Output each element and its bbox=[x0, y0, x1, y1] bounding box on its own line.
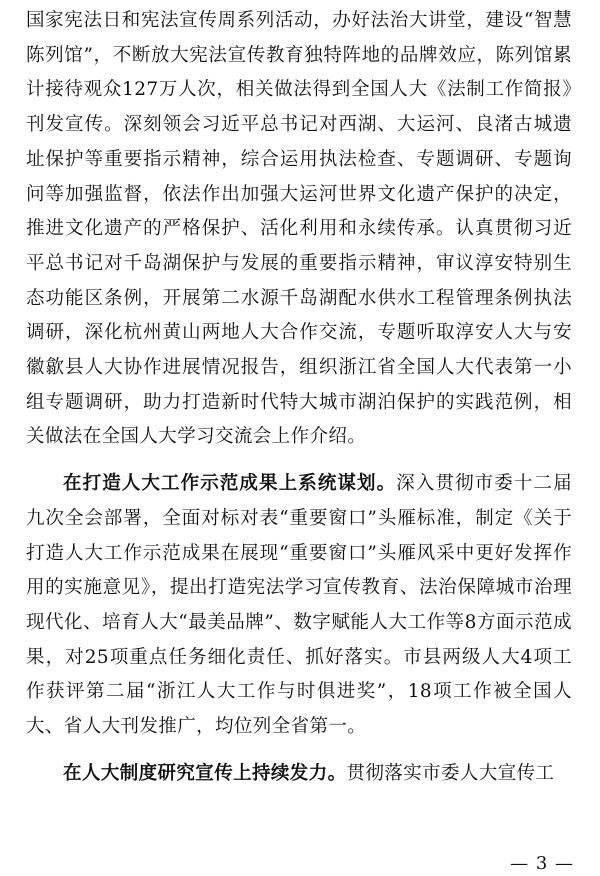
paragraph-text: 深入贯彻市委十二届九次全会部署，全面对标对表“重要窗口”头雁标准，制定《关于打造人大工作示范成果在展现“重要窗口”头雁风采中更好发挥作用的实施意见》，提出打造宪法学习宣传教育、法治保障城市治理现代化、培育人大“最美品牌”、数字赋能人大工作等8方面示范成果，对25项重点任务细化责任、抓好落实。市县两级人大4项工作获评第二届“浙江人大工作与时俱进奖”，18项工作被全国人大、省人大刊发推广，均位列全省第一。 bbox=[26, 473, 572, 738]
paragraph-text: 贯彻落实市委人大宣传工 bbox=[346, 762, 555, 784]
paragraph-demonstration-results bbox=[26, 467, 572, 745]
paragraph-text: 国家宪法日和宪法宣传周系列活动，办好法治大讲堂，建设“智慧陈列馆”，不断放大宪法宣传教育独特阵地的品牌效应，陈列馆累计接待观众127万人次，相关做法得到全国人大《法制工作简报》刊发宣传。深刻领会习近平总书记对西湖、大运河、良渚古城遗址保护等重要指示精神，综合运用执法检查、专题调研、专题询问等加强监督，依法作出加强大运河世界文化遗产保护的决定，推进文化遗产的严格保护、活化利用和永续传承。认真贯彻习近平总书记对千岛湖保护与发展的重要指示精神，审议淳安特别生态功能区条例，开展第二水源千岛湖配水供水工程管理条例执法调研，深化杭州黄山两地人大合作交流，专题听取淳安人大与安徽歙县人大协作进展情况报告，组织浙江省全国人大代表第一小组专题调研，助力打造新时代特大城市湖泊保护的实践范例，相关做法在全国人大学习交流会上作介绍。 bbox=[26, 10, 572, 448]
paragraph-lead: 在人大制度研究宣传上持续发力。 bbox=[63, 762, 347, 784]
paragraph-lead: 在打造人大工作示范成果上系统谋划。 bbox=[63, 473, 397, 495]
paragraph-system-research bbox=[26, 757, 572, 792]
paragraph-continued bbox=[26, 4, 572, 455]
page-number: — 3 — bbox=[510, 853, 574, 874]
